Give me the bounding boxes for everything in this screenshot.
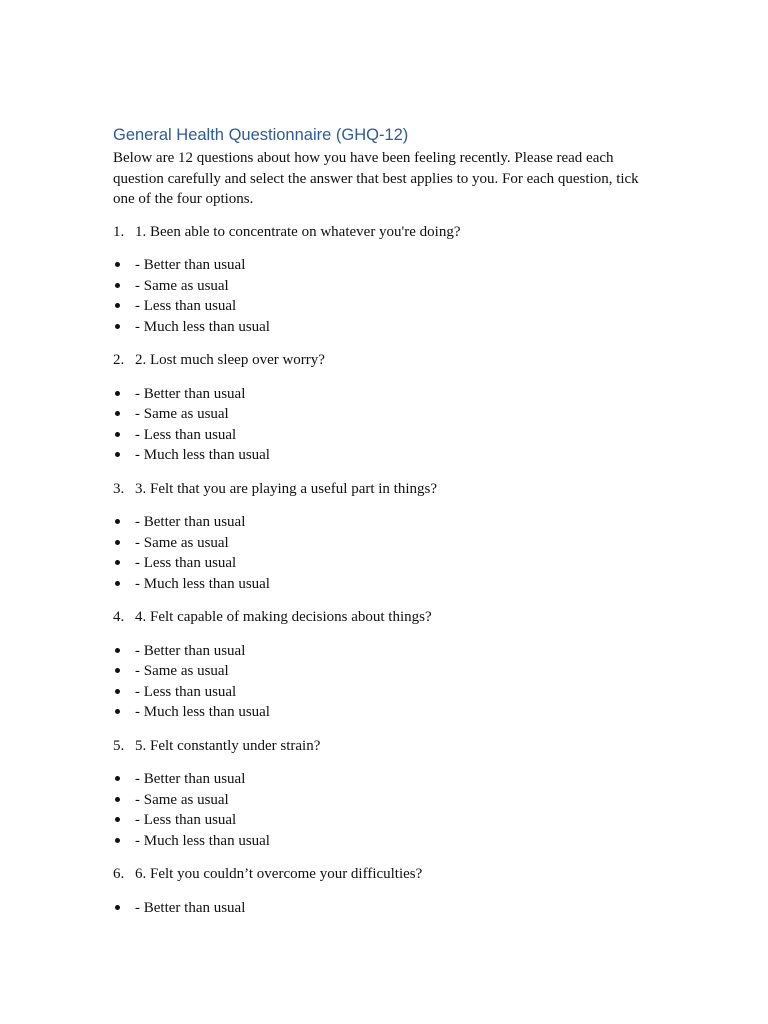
answer-option-label: - Much less than usual (135, 575, 270, 592)
bullet-icon (113, 317, 135, 338)
answer-option (113, 790, 653, 811)
question-number: 5. (113, 737, 125, 754)
answer-option-list (113, 769, 653, 851)
question-text: 3. Felt that you are playing a useful part in things? (135, 480, 438, 497)
question-item (113, 479, 653, 500)
answer-option (113, 384, 653, 405)
answer-option-label: - Better than usual (135, 385, 246, 402)
answer-option-label: - Much less than usual (135, 447, 270, 463)
answer-option-label: - Less than usual (135, 426, 237, 443)
answer-option-label: - Less than usual (135, 555, 237, 571)
answer-option-label: - Same as usual (135, 791, 229, 808)
question-number: 6. (113, 866, 125, 882)
answer-option-list (113, 255, 653, 337)
answer-option (113, 317, 653, 338)
document-page (113, 125, 653, 931)
question-item (113, 607, 653, 628)
bullet-icon (113, 425, 135, 446)
answer-option-label: - Much less than usual (135, 318, 270, 335)
bullet-icon (113, 384, 135, 405)
question-number: 1. (113, 223, 125, 240)
question-item (113, 736, 653, 757)
answer-option (113, 425, 653, 446)
question-item (113, 864, 653, 885)
answer-option (113, 702, 653, 723)
question-item (113, 350, 653, 371)
answer-option (113, 769, 653, 790)
question-text: 1. Been able to concentrate on whatever you're doing? (135, 223, 461, 240)
bullet-icon (113, 296, 135, 317)
answer-option-label: - Better than usual (135, 257, 246, 273)
question-text: 6. Felt you couldn’t overcome your difficulties? (135, 866, 423, 882)
question-number: 4. (113, 609, 125, 625)
bullet-icon (113, 512, 135, 533)
bullet-icon (113, 533, 135, 554)
answer-option-label: - Better than usual (135, 899, 246, 916)
bullet-icon (113, 574, 135, 595)
answer-option-label: - Better than usual (135, 642, 246, 659)
question-number: 2. (113, 352, 125, 368)
bullet-icon (113, 276, 135, 297)
bullet-icon (113, 769, 135, 790)
answer-option (113, 296, 653, 317)
bullet-icon (113, 682, 135, 703)
answer-option (113, 682, 653, 703)
question-text: 4. Felt capable of making decisions about things? (135, 609, 432, 625)
bullet-icon (113, 661, 135, 682)
answer-option (113, 512, 653, 533)
question-list (113, 222, 653, 919)
bullet-icon (113, 255, 135, 276)
answer-option-label: - Same as usual (135, 277, 229, 294)
bullet-icon (113, 404, 135, 425)
answer-option-list (113, 384, 653, 466)
answer-option (113, 831, 653, 852)
answer-option-label: - Much less than usual (135, 704, 270, 720)
bullet-icon (113, 831, 135, 852)
answer-option-list (113, 512, 653, 594)
answer-option (113, 533, 653, 554)
answer-option-label: - Better than usual (135, 514, 246, 530)
answer-option (113, 445, 653, 466)
bullet-icon (113, 445, 135, 466)
answer-option-list (113, 641, 653, 723)
answer-option-label: - Less than usual (135, 683, 237, 700)
answer-option-label: - Less than usual (135, 812, 237, 828)
answer-option (113, 404, 653, 425)
bullet-icon (113, 790, 135, 811)
bullet-icon (113, 641, 135, 662)
bullet-icon (113, 702, 135, 723)
answer-option-label: - Same as usual (135, 663, 229, 679)
answer-option (113, 898, 653, 919)
answer-option (113, 641, 653, 662)
answer-option (113, 661, 653, 682)
question-number: 3. (113, 480, 125, 497)
document-title: General Health Questionnaire (GHQ-12) (113, 126, 409, 144)
answer-option-label: - Same as usual (135, 534, 229, 551)
answer-option-label: - Much less than usual (135, 832, 270, 849)
answer-option (113, 574, 653, 595)
question-item (113, 222, 653, 243)
answer-option (113, 810, 653, 831)
document-intro: Below are 12 questions about how you have been feeling recently. Please read each question carefully and select the answer that best applies to you. For each question, tick one of the four options. (113, 150, 639, 207)
answer-option-list (113, 898, 653, 919)
question-text: 2. Lost much sleep over worry? (135, 352, 325, 368)
answer-option (113, 276, 653, 297)
answer-option-label: - Same as usual (135, 406, 229, 422)
answer-option-label: - Less than usual (135, 298, 237, 314)
question-text: 5. Felt constantly under strain? (135, 737, 321, 754)
bullet-icon (113, 810, 135, 831)
bullet-icon (113, 898, 135, 919)
answer-option (113, 255, 653, 276)
answer-option-label: - Better than usual (135, 771, 246, 787)
bullet-icon (113, 553, 135, 574)
answer-option (113, 553, 653, 574)
